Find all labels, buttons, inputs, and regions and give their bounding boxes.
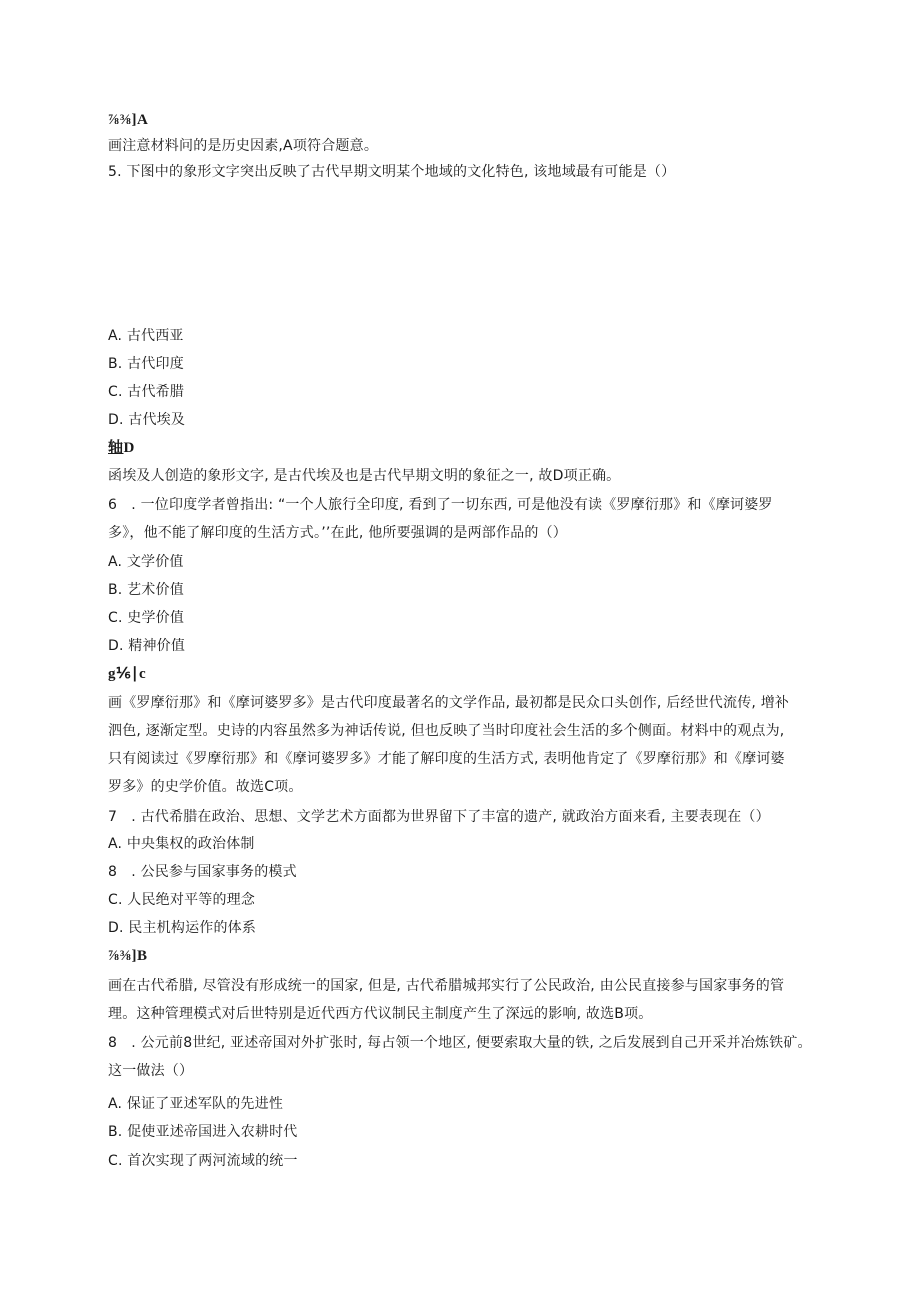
explanation-q6-line-3: 只有阅读过《罗摩衍那》和《摩诃婆罗多》才能了解印度的生活方式, 表明他肯定了《罗摩衍那》和《摩诃婆 — [108, 751, 785, 767]
answer-letter: D — [123, 440, 135, 456]
q7-option-a: A. 中央集权的政治体制 — [108, 836, 255, 852]
question-8-line-1: 8 . 公元前8世纪, 亚述帝国对外扩张时, 每占领一个地区, 便要索取大量的铁, 之后发展到自己开采并冶炼铁矿。 — [108, 1035, 812, 1051]
explanation-q6-line-1: 画《罗摩衍那》和《摩诃婆罗多》是古代印度最著名的文学作品, 最初都是民众口头创作, 后经世代流传, 增补 — [108, 695, 790, 711]
explanation-q5: 函埃及人创造的象形文字, 是古代埃及也是古代早期文明的象征之一, 故D项正确。 — [108, 468, 621, 484]
q5-option-b: B. 古代印度 — [108, 356, 184, 372]
answer-line-q6: g⅙∣c — [108, 666, 147, 682]
q6-option-d: D. 精神价值 — [108, 638, 186, 654]
q7-option-c: C. 人民绝对平等的理念 — [108, 892, 256, 908]
answer-line-q5 — [108, 439, 135, 457]
q6-option-b: B. 艺术价值 — [108, 582, 184, 598]
answer-line-q4: ⅞⅜]A — [108, 112, 149, 128]
q5-option-a: A. 古代西亚 — [108, 328, 184, 344]
q8-option-c: C. 首次实现了两河流域的统一 — [108, 1153, 298, 1169]
question-8-line-2: 这一做法（） — [108, 1063, 194, 1079]
question-6-line-1: 6 . 一位印度学者曾指出: “一个人旅行全印度, 看到了一切东西, 可是他没有读《罗摩衍那》和《摩诃婆罗 — [108, 497, 773, 513]
explanation-q6-line-2: 泗色, 逐渐定型。史诗的内容虽然多为神话传说, 但也反映了当时印度社会生活的多个侧面。材料中的观点为, — [108, 723, 785, 739]
explanation-q4: 画注意材料问的是历史因素,A项符合题意。 — [108, 138, 379, 154]
q8-option-a: A. 保证了亚述军队的先进性 — [108, 1096, 284, 1112]
question-7: 7 . 古代希腊在政治、思想、文学艺术方面都为世界留下了丰富的遗产, 就政治方面来看, 主要表现在（） — [108, 809, 770, 825]
q5-option-d: D. 古代埃及 — [108, 412, 186, 428]
answer-line-q7: ⅞⅜]B — [108, 948, 148, 964]
q7-option-b: 8 . 公民参与国家事务的模式 — [108, 864, 297, 880]
q5-option-c: C. 古代希腊 — [108, 384, 185, 400]
question-5: 5. 下图中的象形文字突出反映了古代早期文明某个地域的文化特色, 该地域最有可能是（） — [108, 164, 676, 180]
answer-prefix-mark: 轴 — [108, 440, 124, 456]
q7-option-d: D. 民主机构运作的体系 — [108, 920, 257, 936]
explanation-q6-line-4: 罗多》的史学价值。故选C项。 — [108, 779, 303, 795]
q6-option-c: C. 史学价值 — [108, 610, 185, 626]
explanation-q7-line-1: 画在古代希腊, 尽管没有形成统一的国家, 但是, 古代希腊城邦实行了公民政治, 由公民直接参与国家事务的管 — [108, 978, 785, 994]
hieroglyph-figure-placeholder — [108, 190, 508, 310]
q8-option-b: B. 促使亚述帝国进入农耕时代 — [108, 1124, 298, 1140]
explanation-q7-line-2: 理。这种管理模式对后世特别是近代西方代议制民主制度产生了深远的影响, 故选B项。 — [108, 1006, 653, 1022]
question-6-line-2: 多》，他不能了解印度的生活方式。’’在此, 他所要强调的是两部作品的（） — [108, 525, 567, 541]
q6-option-a: A. 文学价值 — [108, 554, 184, 570]
